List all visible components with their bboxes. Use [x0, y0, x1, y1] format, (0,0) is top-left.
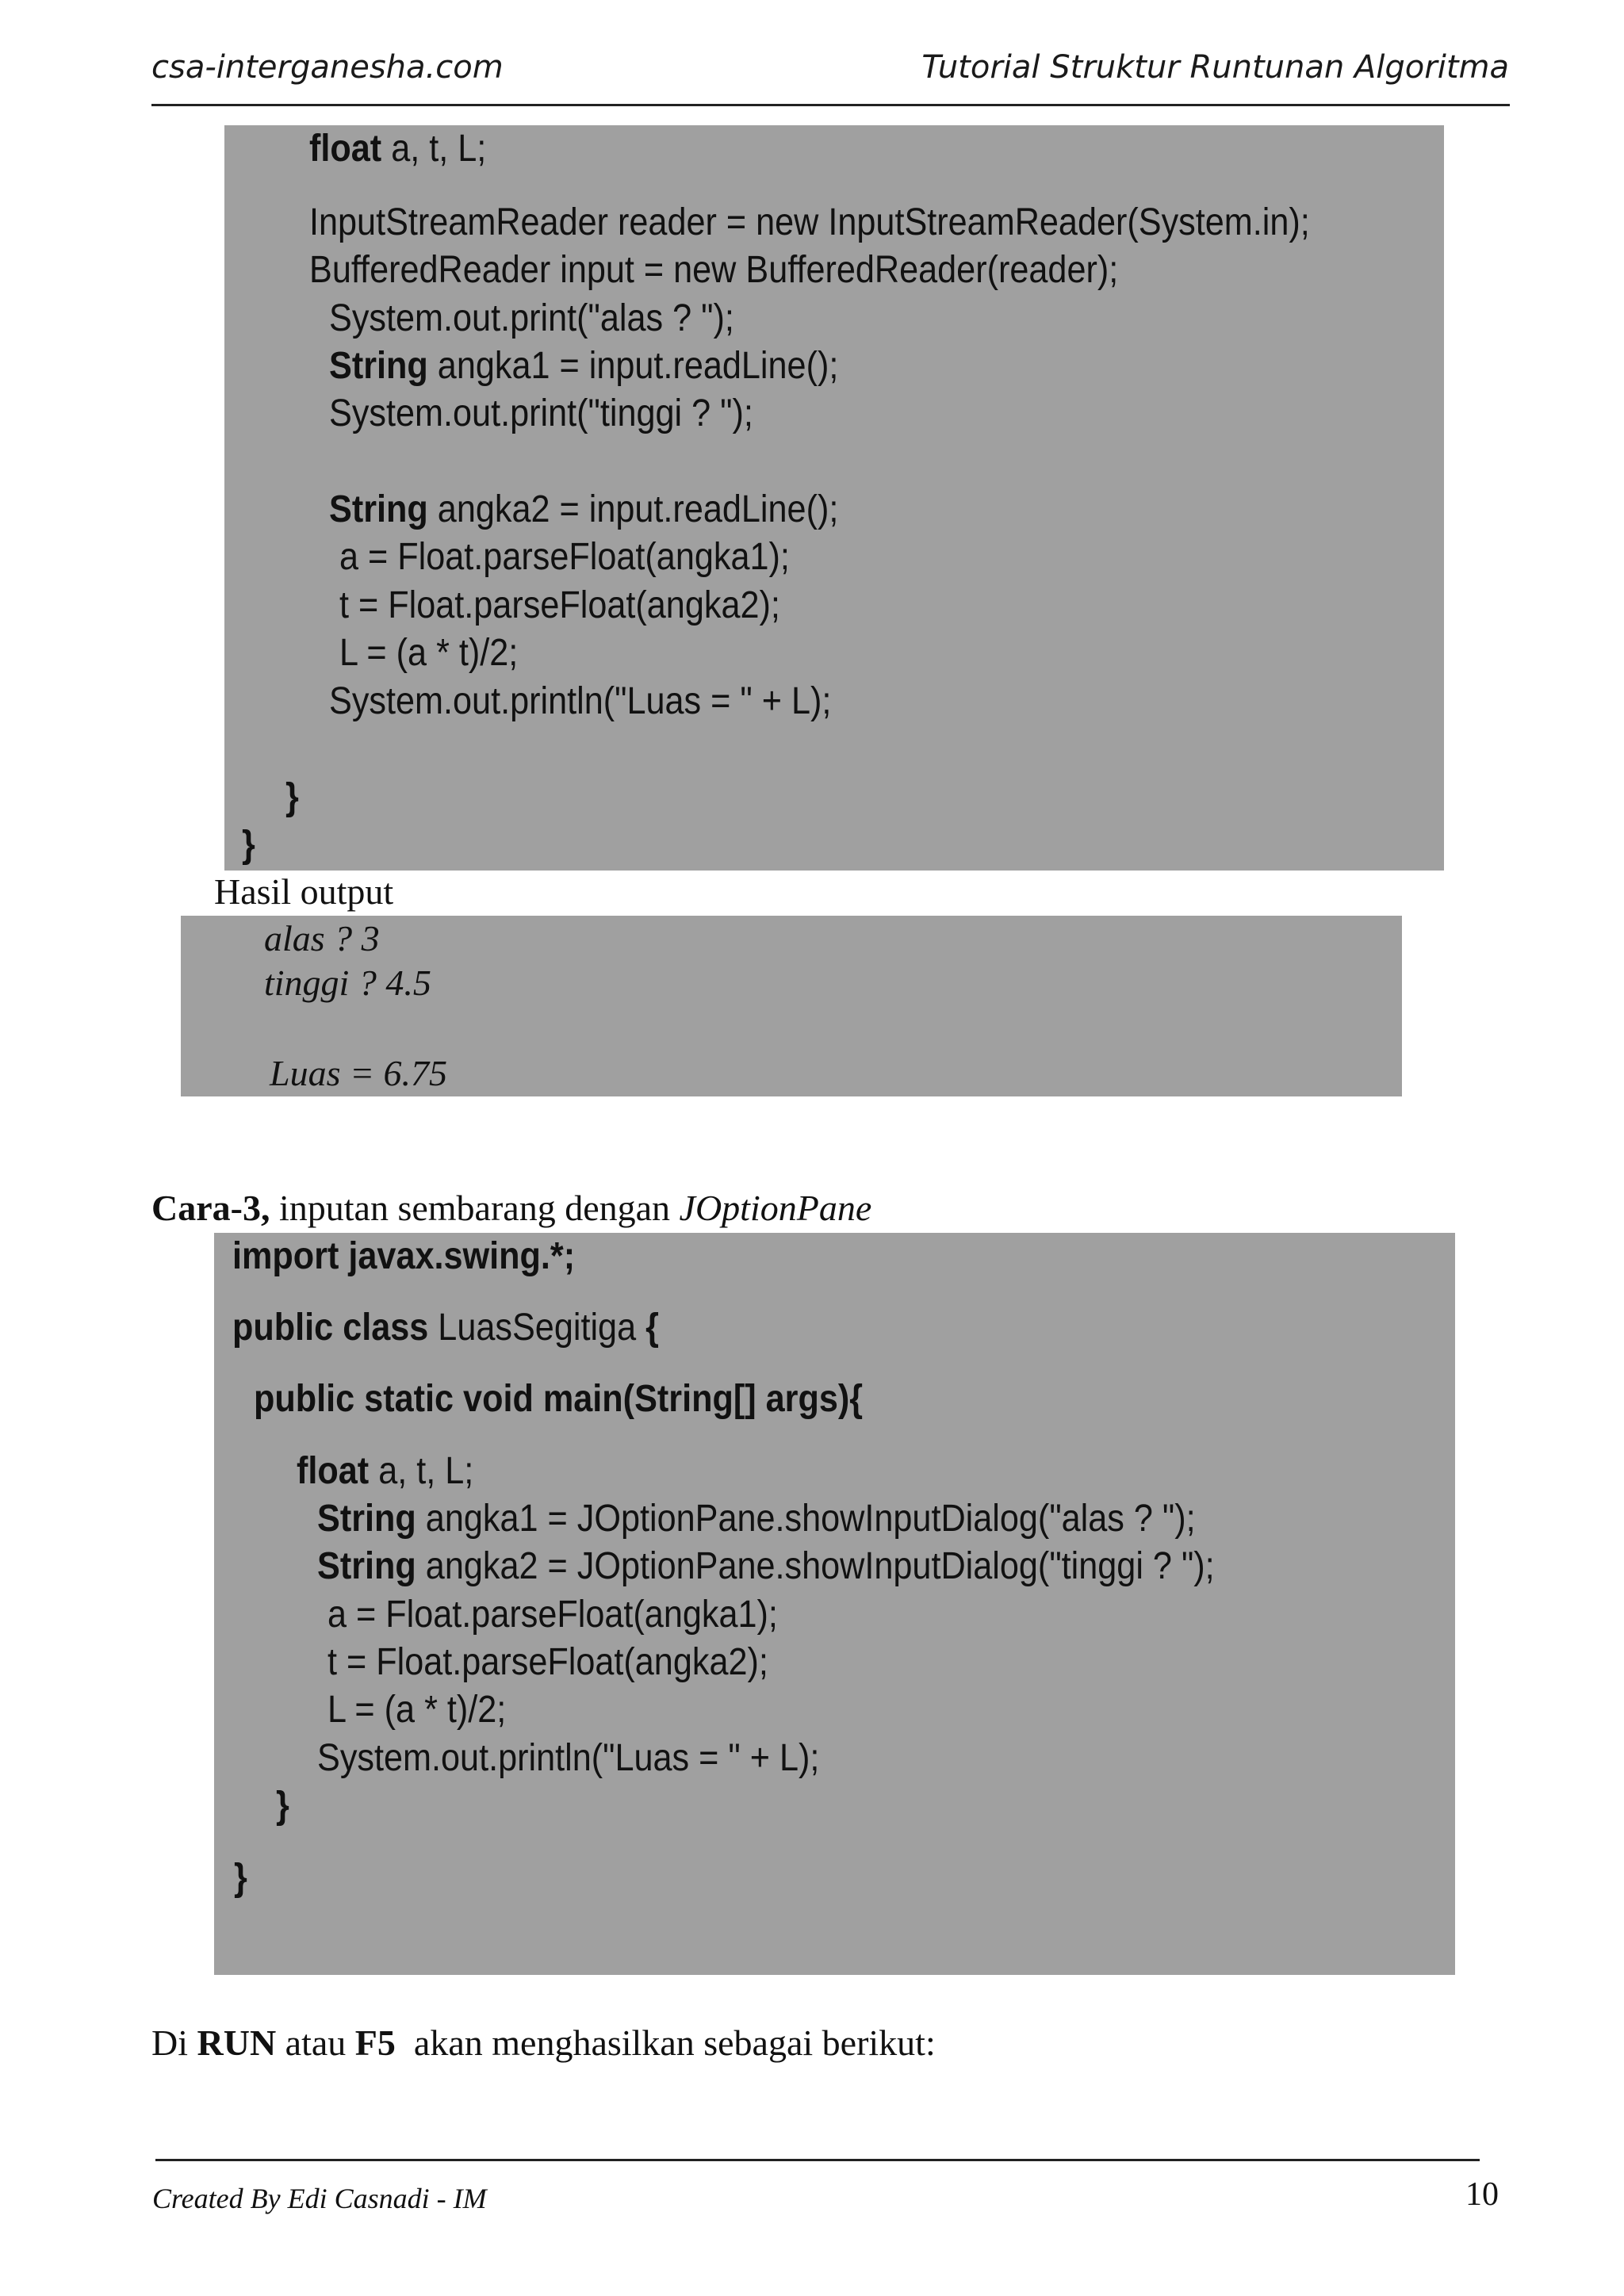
code-line: public static void main(String[] args){	[254, 1378, 864, 1420]
section-heading: Cara-3, inputan sembarang dengan JOptionPane	[151, 1188, 872, 1228]
page-number: 10	[1465, 2176, 1499, 2213]
closing-brace: }	[234, 1857, 247, 1899]
code-line: String angka2 = JOptionPane.showInputDialog("tinggi ? ");	[317, 1545, 1215, 1587]
code-line: t = Float.parseFloat(angka2);	[327, 1641, 768, 1683]
code-line: t = Float.parseFloat(angka2);	[339, 584, 780, 626]
footer-rule	[155, 2159, 1480, 2161]
output-label: Hasil output	[214, 871, 394, 912]
footer-author: Created By Edi Casnadi - IM	[152, 2183, 487, 2214]
code-line: BufferedReader input = new BufferedReader(reader);	[309, 249, 1119, 291]
run-instruction: Di RUN atau F5 akan menghasilkan sebagai berikut:	[151, 2022, 936, 2063]
output-line: alas ? 3	[264, 918, 380, 959]
code-line: String angka1 = JOptionPane.showInputDialog("alas ? ");	[317, 1498, 1196, 1540]
code-line: System.out.println("Luas = " + L);	[329, 680, 832, 722]
code-line: a = Float.parseFloat(angka1);	[339, 536, 790, 578]
code-line: float a, t, L;	[309, 128, 487, 170]
code-line: String angka2 = input.readLine();	[329, 488, 839, 530]
header-site-name: csa-interganesha.com	[151, 49, 504, 86]
header-rule	[151, 104, 1510, 106]
code-line: InputStreamReader reader = new InputStreamReader(System.in);	[309, 201, 1310, 243]
closing-brace: }	[242, 824, 255, 866]
code-line: System.out.print("alas ? ");	[329, 297, 734, 339]
code-line: System.out.print("tinggi ? ");	[329, 392, 753, 434]
closing-brace: }	[276, 1785, 289, 1827]
code-line: String angka1 = input.readLine();	[329, 345, 839, 387]
header-doc-title: Tutorial Struktur Runtunan Algoritma	[921, 49, 1509, 86]
closing-brace: }	[285, 776, 299, 818]
code-line: a = Float.parseFloat(angka1);	[327, 1594, 778, 1636]
code-line: L = (a * t)/2;	[339, 632, 519, 674]
output-line: tinggi ? 4.5	[264, 962, 431, 1003]
code-line: float a, t, L;	[297, 1450, 474, 1492]
code-line: L = (a * t)/2;	[327, 1689, 507, 1731]
output-line: Luas = 6.75	[270, 1053, 448, 1093]
code-line: import javax.swing.*;	[232, 1235, 576, 1277]
code-line: System.out.println("Luas = " + L);	[317, 1737, 820, 1779]
code-line: public class LuasSegitiga {	[232, 1307, 659, 1349]
